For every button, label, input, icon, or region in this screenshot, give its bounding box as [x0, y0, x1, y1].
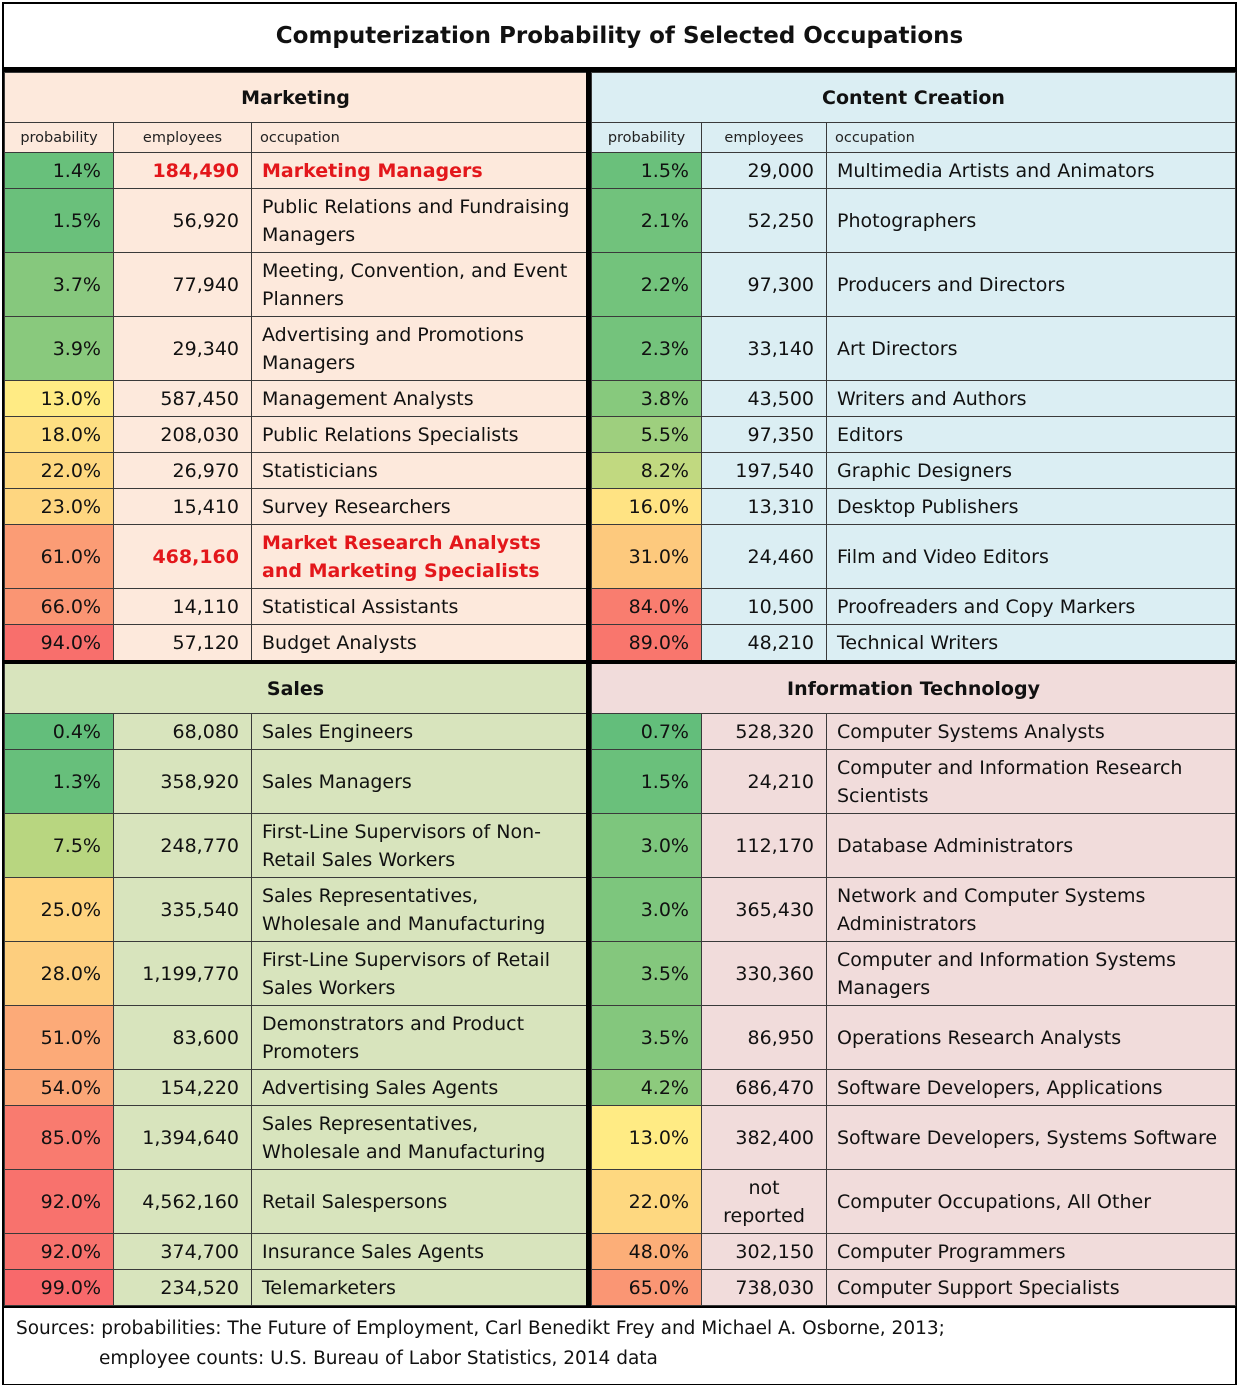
- probability-cell: 2.1%: [592, 189, 702, 253]
- table-row: [5, 417, 587, 453]
- probability-cell: 13.0%: [592, 1106, 702, 1170]
- occupation-cell: Film and Video Editors: [827, 525, 1236, 589]
- table-row: [592, 253, 1236, 317]
- employees-cell: 68,080: [114, 714, 252, 750]
- column-header-occupation: occupation: [252, 123, 587, 153]
- table-row: [592, 1070, 1236, 1106]
- employees-cell: 13,310: [702, 489, 827, 525]
- occupation-cell: Software Developers, Applications: [827, 1070, 1236, 1106]
- occupation-cell: Sales Representatives, Wholesale and Manufacturing: [252, 878, 587, 942]
- table-row: [592, 381, 1236, 417]
- panel-information-technology: [591, 663, 1235, 1308]
- panel-sales: [4, 663, 586, 1308]
- probability-cell: 48.0%: [592, 1234, 702, 1270]
- table-row: [592, 489, 1236, 525]
- occupation-cell: Market Research Analysts and Marketing Specialists: [252, 525, 587, 589]
- probability-cell: 54.0%: [5, 1070, 114, 1106]
- employees-cell: 10,500: [702, 589, 827, 625]
- occupation-table: [4, 72, 587, 661]
- occupation-cell: Statistical Assistants: [252, 589, 587, 625]
- employees-cell: 335,540: [114, 878, 252, 942]
- probability-cell: 92.0%: [5, 1234, 114, 1270]
- occupation-cell: Marketing Managers: [252, 153, 587, 189]
- occupation-cell: Management Analysts: [252, 381, 587, 417]
- table-row: [5, 714, 587, 750]
- employees-cell: 208,030: [114, 417, 252, 453]
- employees-cell: 358,920: [114, 750, 252, 814]
- employees-cell: 57,120: [114, 625, 252, 661]
- panel-title: Sales: [5, 664, 587, 714]
- table-row: [5, 489, 587, 525]
- probability-cell: 51.0%: [5, 1006, 114, 1070]
- employees-cell: 468,160: [114, 525, 252, 589]
- occupation-cell: Advertising and Promotions Managers: [252, 317, 587, 381]
- probability-cell: 3.7%: [5, 253, 114, 317]
- probability-cell: 66.0%: [5, 589, 114, 625]
- panel-marketing: [4, 72, 586, 663]
- table-row: [592, 750, 1236, 814]
- table-row: [592, 153, 1236, 189]
- table-row: [592, 1270, 1236, 1306]
- employees-cell: 29,340: [114, 317, 252, 381]
- occupation-cell: Sales Managers: [252, 750, 587, 814]
- employees-cell: 234,520: [114, 1270, 252, 1306]
- probability-cell: 3.9%: [5, 317, 114, 381]
- employees-cell: 83,600: [114, 1006, 252, 1070]
- column-header-employees: employees: [702, 123, 827, 153]
- probability-cell: 25.0%: [5, 878, 114, 942]
- occupation-cell: Survey Researchers: [252, 489, 587, 525]
- employees-cell: 56,920: [114, 189, 252, 253]
- table-row: [592, 189, 1236, 253]
- table-row: [592, 814, 1236, 878]
- probability-cell: 2.2%: [592, 253, 702, 317]
- occupation-cell: Operations Research Analysts: [827, 1006, 1236, 1070]
- occupation-cell: First-Line Supervisors of Retail Sales Workers: [252, 942, 587, 1006]
- horizontal-divider: [4, 660, 1235, 664]
- table-row: [5, 814, 587, 878]
- probability-cell: 1.5%: [592, 153, 702, 189]
- sources-line-1: Sources: probabilities: The Future of Employment, Carl Benedikt Frey and Michael A. Osborne, 2013;: [16, 1318, 945, 1339]
- employees-cell: 382,400: [702, 1106, 827, 1170]
- probability-cell: 61.0%: [5, 525, 114, 589]
- employees-cell: 48,210: [702, 625, 827, 661]
- table-row: [5, 589, 587, 625]
- table-row: [5, 1270, 587, 1306]
- panel-content-creation: [591, 72, 1235, 663]
- employees-cell: 24,460: [702, 525, 827, 589]
- probability-cell: 0.4%: [5, 714, 114, 750]
- probability-cell: 65.0%: [592, 1270, 702, 1306]
- table-row: [5, 1006, 587, 1070]
- employees-cell: 43,500: [702, 381, 827, 417]
- table-row: [5, 525, 587, 589]
- probability-cell: 1.5%: [592, 750, 702, 814]
- occupation-cell: Art Directors: [827, 317, 1236, 381]
- chart-title: Computerization Probability of Selected Occupations: [4, 4, 1235, 68]
- occupation-cell: Photographers: [827, 189, 1236, 253]
- employees-cell: 197,540: [702, 453, 827, 489]
- table-row: [592, 1234, 1236, 1270]
- occupation-cell: Technical Writers: [827, 625, 1236, 661]
- employees-cell: 52,250: [702, 189, 827, 253]
- employees-cell: 374,700: [114, 1234, 252, 1270]
- table-row: [5, 453, 587, 489]
- probability-cell: 3.0%: [592, 878, 702, 942]
- employees-cell: 97,300: [702, 253, 827, 317]
- occupation-table: [591, 72, 1236, 661]
- table-row: [5, 750, 587, 814]
- occupation-cell: Sales Engineers: [252, 714, 587, 750]
- probability-cell: 1.3%: [5, 750, 114, 814]
- employees-cell: 86,950: [702, 1006, 827, 1070]
- probability-cell: 23.0%: [5, 489, 114, 525]
- panel-title: Content Creation: [592, 73, 1236, 123]
- probability-cell: 84.0%: [592, 589, 702, 625]
- table-row: [5, 625, 587, 661]
- employees-cell: 77,940: [114, 253, 252, 317]
- occupation-cell: Insurance Sales Agents: [252, 1234, 587, 1270]
- probability-cell: 16.0%: [592, 489, 702, 525]
- probability-cell: 85.0%: [5, 1106, 114, 1170]
- employees-cell: 112,170: [702, 814, 827, 878]
- employees-cell: 97,350: [702, 417, 827, 453]
- occupation-cell: Retail Salespersons: [252, 1170, 587, 1234]
- column-header-probability: probability: [592, 123, 702, 153]
- employees-cell: 1,199,770: [114, 942, 252, 1006]
- occupation-cell: Producers and Directors: [827, 253, 1236, 317]
- table-row: [592, 714, 1236, 750]
- probability-cell: 92.0%: [5, 1170, 114, 1234]
- occupation-cell: Network and Computer Systems Administrators: [827, 878, 1236, 942]
- table-row: [5, 253, 587, 317]
- table-row: [592, 525, 1236, 589]
- vertical-divider: [586, 72, 591, 1308]
- probability-cell: 8.2%: [592, 453, 702, 489]
- probability-cell: 4.2%: [592, 1070, 702, 1106]
- occupation-table: [4, 663, 587, 1306]
- employees-cell: 26,970: [114, 453, 252, 489]
- probability-cell: 2.3%: [592, 317, 702, 381]
- occupation-cell: Computer and Information Research Scientists: [827, 750, 1236, 814]
- probability-cell: 5.5%: [592, 417, 702, 453]
- employees-cell: 302,150: [702, 1234, 827, 1270]
- occupation-cell: Desktop Publishers: [827, 489, 1236, 525]
- occupation-cell: Telemarketers: [252, 1270, 587, 1306]
- probability-cell: 3.8%: [592, 381, 702, 417]
- occupation-cell: Computer Programmers: [827, 1234, 1236, 1270]
- table-row: [592, 589, 1236, 625]
- employees-cell: not reported: [702, 1170, 827, 1234]
- occupation-cell: First-Line Supervisors of Non-Retail Sales Workers: [252, 814, 587, 878]
- table-row: [5, 1234, 587, 1270]
- column-header-probability: probability: [5, 123, 114, 153]
- employees-cell: 4,562,160: [114, 1170, 252, 1234]
- panel-title: Marketing: [5, 73, 587, 123]
- employees-cell: 154,220: [114, 1070, 252, 1106]
- employees-cell: 528,320: [702, 714, 827, 750]
- table-row: [592, 1106, 1236, 1170]
- table-row: [592, 942, 1236, 1006]
- probability-cell: 22.0%: [592, 1170, 702, 1234]
- occupation-cell: Multimedia Artists and Animators: [827, 153, 1236, 189]
- employees-cell: 248,770: [114, 814, 252, 878]
- column-header-occupation: occupation: [827, 123, 1236, 153]
- employees-cell: 29,000: [702, 153, 827, 189]
- occupation-cell: Sales Representatives, Wholesale and Manufacturing: [252, 1106, 587, 1170]
- column-header-employees: employees: [114, 123, 252, 153]
- table-row: [5, 942, 587, 1006]
- sources-note: [4, 1308, 1235, 1384]
- employees-cell: 24,210: [702, 750, 827, 814]
- employees-cell: 184,490: [114, 153, 252, 189]
- table-row: [592, 453, 1236, 489]
- employees-cell: 738,030: [702, 1270, 827, 1306]
- sources-line-2: employee counts: U.S. Bureau of Labor Statistics, 2014 data: [99, 1348, 658, 1369]
- probability-cell: 89.0%: [592, 625, 702, 661]
- employees-cell: 1,394,640: [114, 1106, 252, 1170]
- employees-cell: 15,410: [114, 489, 252, 525]
- probability-cell: 3.0%: [592, 814, 702, 878]
- employees-cell: 14,110: [114, 589, 252, 625]
- occupation-cell: Statisticians: [252, 453, 587, 489]
- probability-cell: 18.0%: [5, 417, 114, 453]
- table-row: [5, 317, 587, 381]
- employees-cell: 330,360: [702, 942, 827, 1006]
- occupation-cell: Editors: [827, 417, 1236, 453]
- probability-cell: 22.0%: [5, 453, 114, 489]
- occupation-cell: Meeting, Convention, and Event Planners: [252, 253, 587, 317]
- probability-cell: 13.0%: [5, 381, 114, 417]
- probability-cell: 28.0%: [5, 942, 114, 1006]
- table-row: [5, 153, 587, 189]
- occupation-cell: Graphic Designers: [827, 453, 1236, 489]
- probability-cell: 94.0%: [5, 625, 114, 661]
- employees-cell: 587,450: [114, 381, 252, 417]
- occupation-cell: Database Administrators: [827, 814, 1236, 878]
- table-row: [592, 878, 1236, 942]
- employees-cell: 365,430: [702, 878, 827, 942]
- probability-cell: 1.5%: [5, 189, 114, 253]
- table-row: [5, 381, 587, 417]
- occupation-cell: Writers and Authors: [827, 381, 1236, 417]
- employees-cell: 686,470: [702, 1070, 827, 1106]
- probability-cell: 3.5%: [592, 942, 702, 1006]
- table-row: [592, 1006, 1236, 1070]
- table-row: [592, 317, 1236, 381]
- occupation-cell: Software Developers, Systems Software: [827, 1106, 1236, 1170]
- occupation-cell: Computer Systems Analysts: [827, 714, 1236, 750]
- table-row: [592, 625, 1236, 661]
- probability-cell: 3.5%: [592, 1006, 702, 1070]
- table-row: [5, 878, 587, 942]
- probability-cell: 99.0%: [5, 1270, 114, 1306]
- occupation-cell: Computer and Information Systems Managers: [827, 942, 1236, 1006]
- occupation-cell: Advertising Sales Agents: [252, 1070, 587, 1106]
- table-row: [5, 189, 587, 253]
- table-row: [592, 417, 1236, 453]
- probability-cell: 0.7%: [592, 714, 702, 750]
- table-row: [5, 1070, 587, 1106]
- occupation-cell: Proofreaders and Copy Markers: [827, 589, 1236, 625]
- occupation-cell: Budget Analysts: [252, 625, 587, 661]
- employees-cell: 33,140: [702, 317, 827, 381]
- occupation-cell: Public Relations and Fundraising Managers: [252, 189, 587, 253]
- probability-cell: 31.0%: [592, 525, 702, 589]
- occupation-cell: Computer Occupations, All Other: [827, 1170, 1236, 1234]
- table-row: [5, 1106, 587, 1170]
- panel-title: Information Technology: [592, 664, 1236, 714]
- occupation-table: [591, 663, 1236, 1306]
- occupation-cell: Demonstrators and Product Promoters: [252, 1006, 587, 1070]
- probability-cell: 1.4%: [5, 153, 114, 189]
- occupation-cell: Computer Support Specialists: [827, 1270, 1236, 1306]
- table-row: [592, 1170, 1236, 1234]
- probability-cell: 7.5%: [5, 814, 114, 878]
- occupation-cell: Public Relations Specialists: [252, 417, 587, 453]
- table-row: [5, 1170, 587, 1234]
